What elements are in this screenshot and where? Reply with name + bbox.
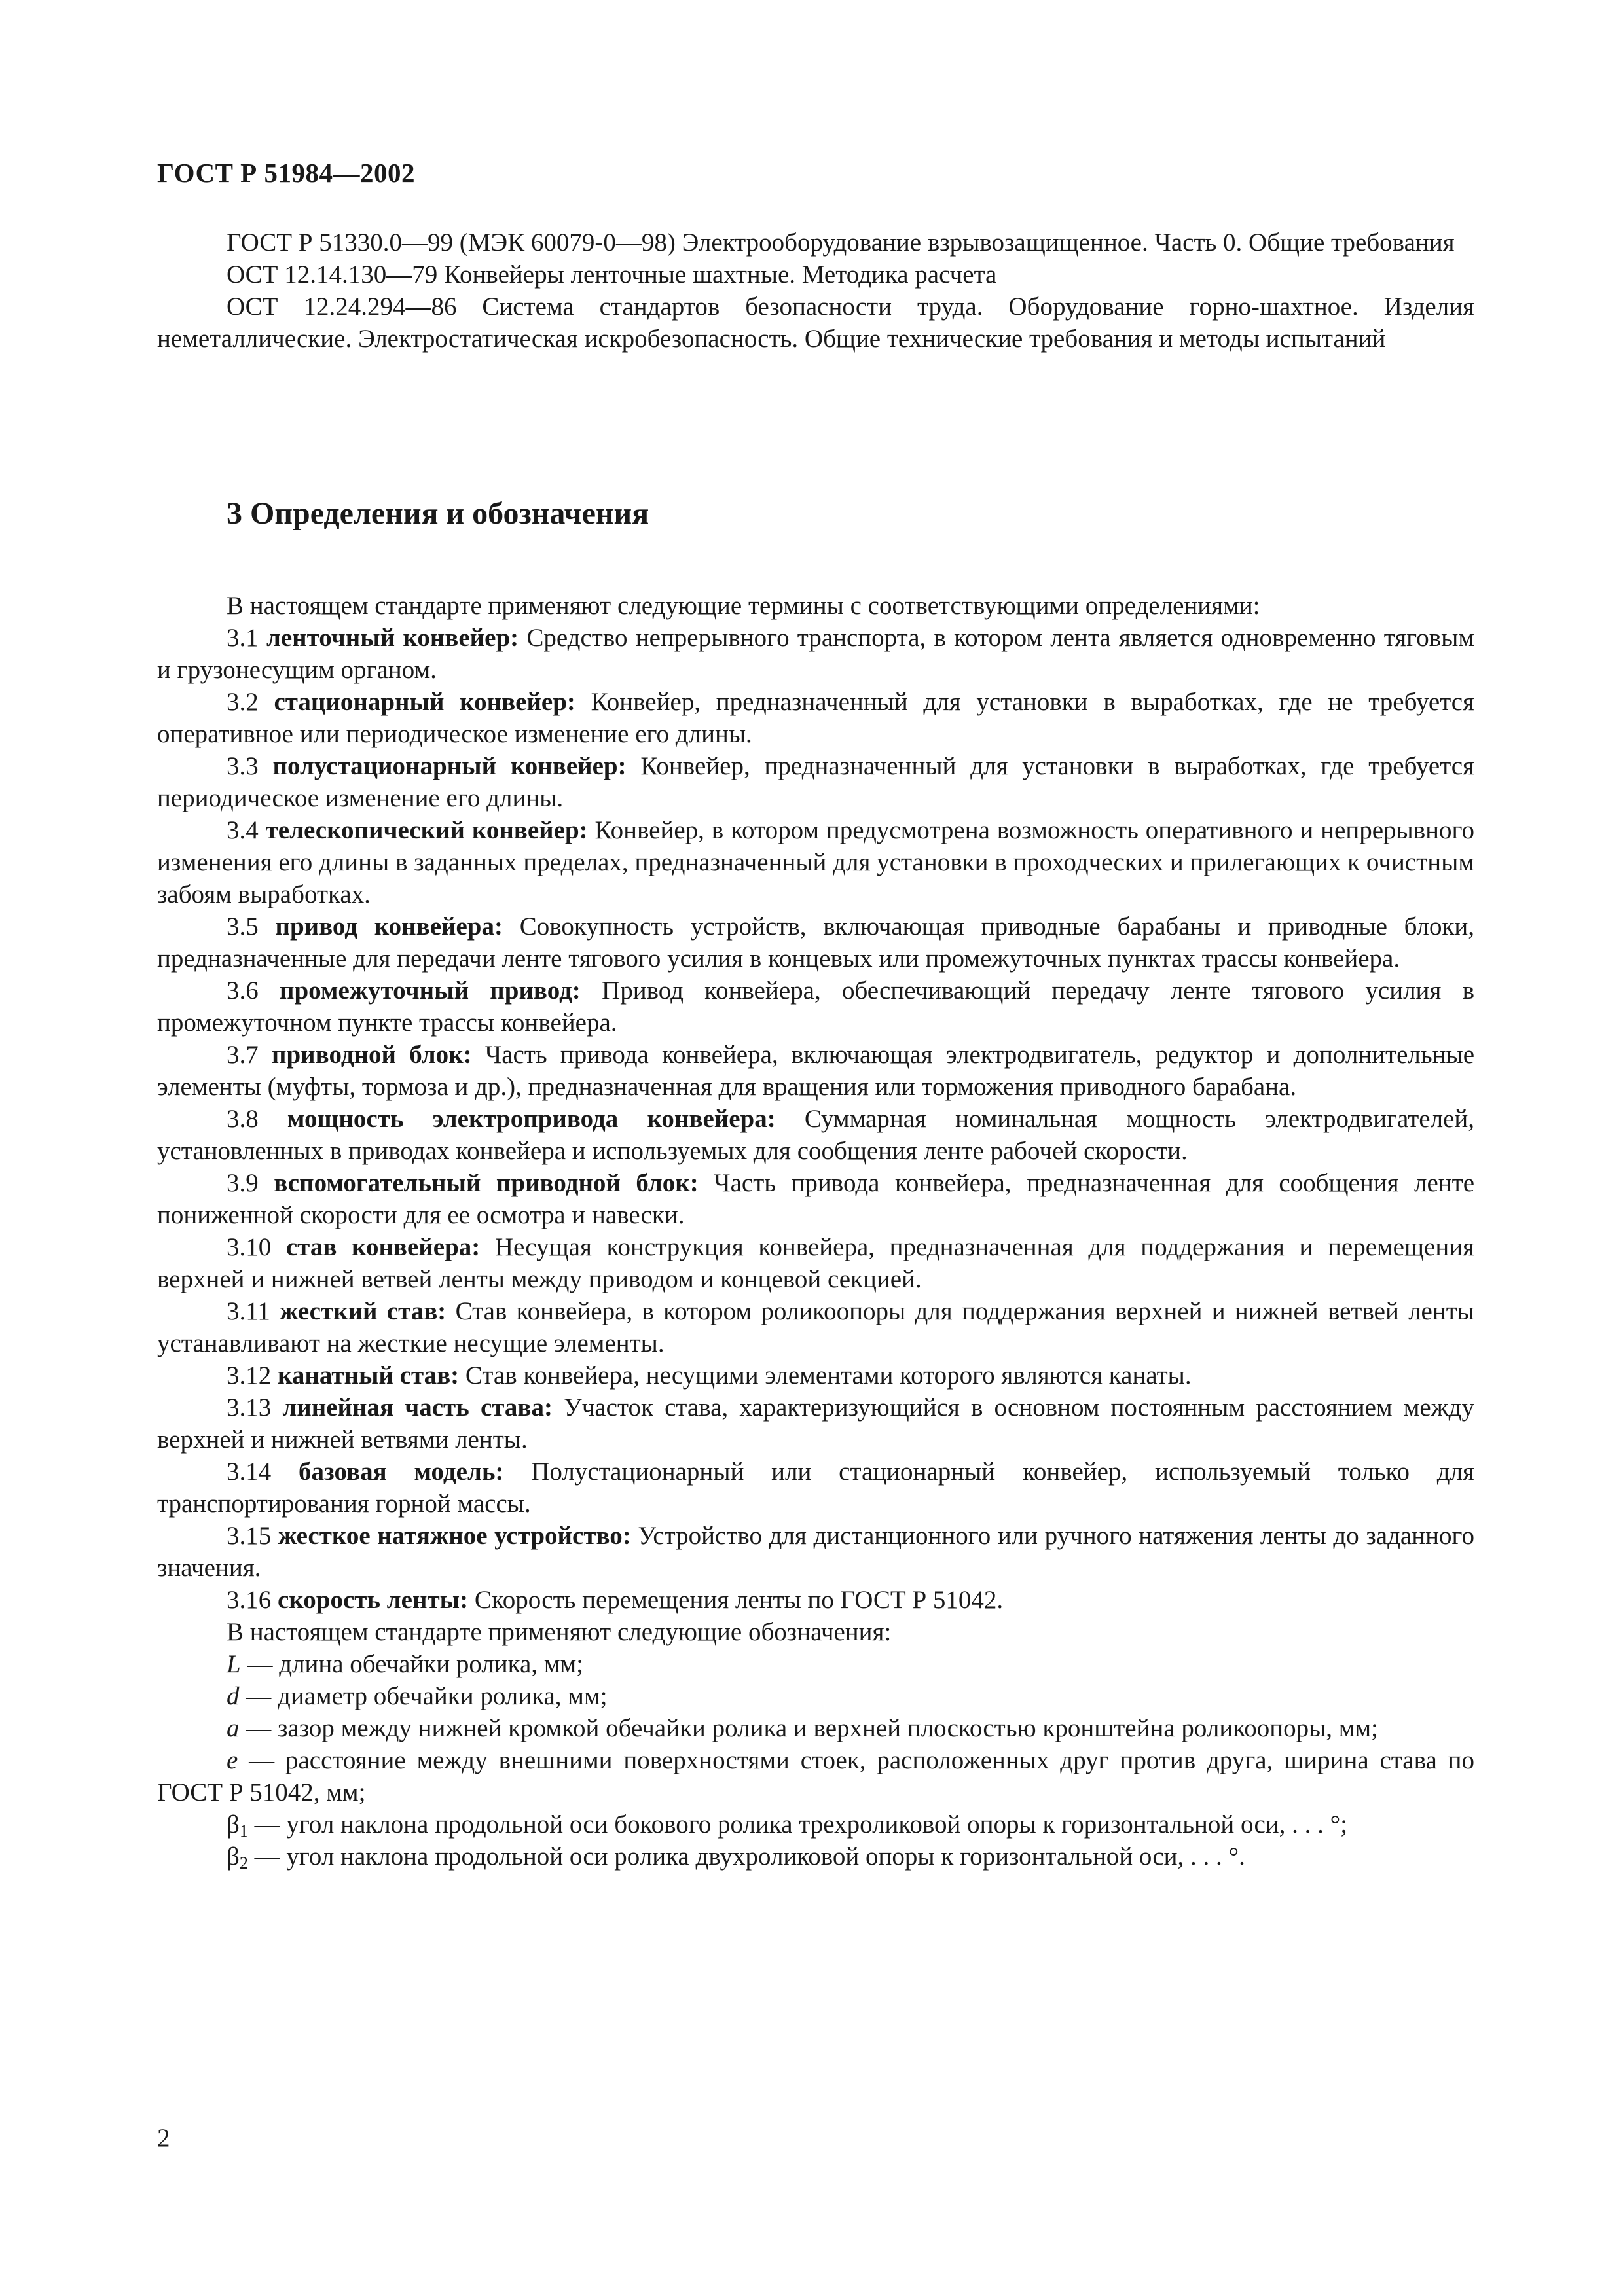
term-name: линейная часть става: <box>282 1393 553 1422</box>
symbol-letter: d <box>227 1682 240 1710</box>
term-text: Участок става, характеризующийся в основном постоянным расстоянием между верхней и нижней ветвями ленты. <box>157 1393 1475 1454</box>
term-name: жесткий став: <box>280 1297 447 1325</box>
term-definition <box>157 1456 1474 1520</box>
term-number: 3.9 <box>227 1169 259 1197</box>
definitions-section <box>157 494 1474 1873</box>
term-text: Конвейер, предназначенный для установки в выработках, где не требуется оперативное или периодическое изменение его длины. <box>157 688 1475 748</box>
symbol-letter: e <box>227 1746 238 1774</box>
term-number: 3.12 <box>227 1361 272 1390</box>
term-text: Совокупность устройств, включающая приводные барабаны и приводные блоки, предназначенные для передачи ленте тягового усилия в концевых или промежуточных пунктах трассы конвейера. <box>157 912 1475 973</box>
term-name: вспомогательный приводной блок: <box>274 1169 699 1197</box>
term-definition <box>157 622 1474 686</box>
term-name: полустационарный конвейер: <box>272 752 627 780</box>
term-definition <box>157 1167 1474 1231</box>
reference-item: ГОСТ Р 51330.0—99 (МЭК 60079-0—98) Электрооборудование взрывозащищенное. Часть 0. Общие требования <box>227 228 1455 257</box>
term-number: 3.5 <box>227 912 259 941</box>
symbol-text: — угол наклона продольной оси ролика двухроликовой опоры к горизонтальной оси, . . . °. <box>247 1842 1245 1871</box>
term-text: Конвейер, в котором предусмотрена возможность оперативного и непрерывного изменения его длины в заданных пределах, предназначенный для установки в проходческих и прилегающих к очистным забоям выработках. <box>157 816 1475 908</box>
symbol-definition <box>157 1680 1474 1712</box>
term-name: став конвейера: <box>285 1233 481 1261</box>
symbol-letter: a <box>227 1714 240 1742</box>
term-text: Средство непрерывного транспорта, в котором лента является одновременно тяговым и грузонесущим органом. <box>157 624 1475 684</box>
term-definition <box>157 1359 1474 1391</box>
term-definition <box>157 910 1474 975</box>
section-title: 3 Определения и обозначения <box>227 496 649 531</box>
term-name: жесткое натяжное устройство: <box>278 1522 631 1550</box>
term-name: скорость ленты: <box>278 1586 469 1614</box>
symbol-text: — угол наклона продольной оси бокового ролика трехроликовой опоры к горизонтальной оси, . . . °; <box>247 1810 1348 1839</box>
term-number: 3.16 <box>227 1586 272 1614</box>
term-name: приводной блок: <box>272 1041 472 1069</box>
term-number: 3.1 <box>227 624 259 652</box>
symbol-definition <box>157 1648 1474 1680</box>
symbol-text: — длина обечайки ролика, мм; <box>240 1650 584 1678</box>
normative-references <box>157 226 1474 355</box>
term-number: 3.3 <box>227 752 259 780</box>
symbol-definition <box>157 1808 1474 1840</box>
term-number: 3.11 <box>227 1297 270 1325</box>
symbol-definition <box>157 1744 1474 1808</box>
term-number: 3.15 <box>227 1522 272 1550</box>
reference-item: ОСТ 12.24.294—86 Система стандартов безопасности труда. Оборудование горно-шахтное. Изделия неметаллические. Электростатическая искробезопасность. Общие технические требования и методы испытаний <box>157 293 1474 353</box>
symbol-definition <box>157 1840 1474 1873</box>
symbol-text: — диаметр обечайки ролика, мм; <box>239 1682 608 1710</box>
term-text: Став конвейера, в котором роликоопоры для поддержания верхней и нижней ветвей ленты устанавливают на жесткие несущие элементы. <box>157 1297 1474 1357</box>
symbol-subscript: 2 <box>239 1854 248 1873</box>
page-number: 2 <box>157 2124 170 2152</box>
symbol-text: — зазор между нижней кромкой обечайки ролика и верхней плоскостью кронштейна роликоопоры, мм; <box>239 1714 1378 1742</box>
term-name: мощность электропривода конвейера: <box>287 1105 776 1133</box>
term-text: Суммарная номинальная мощность электродвигателей, установленных в приводах конвейера и используемых для сообщения ленте рабочей скорости. <box>157 1105 1475 1165</box>
reference-item: ОСТ 12.14.130—79 Конвейеры ленточные шахтные. Методика расчета <box>227 260 997 289</box>
term-text: Полустационарный или стационарный конвейер, используемый только для транспортирования горной массы. <box>157 1458 1475 1518</box>
term-name: привод конвейера: <box>275 912 503 941</box>
symbol-letter: L <box>227 1650 241 1678</box>
symbols-list <box>157 1648 1474 1873</box>
term-name: телескопический конвейер: <box>265 816 588 844</box>
term-number: 3.13 <box>227 1393 272 1422</box>
term-definition <box>157 814 1474 910</box>
symbol-definition <box>157 1712 1474 1744</box>
terms-list <box>157 622 1474 1616</box>
term-definition <box>157 750 1474 814</box>
term-text: Часть привода конвейера, предназначенная для сообщения ленте пониженной скорости для ее осмотра и навески. <box>157 1169 1475 1229</box>
term-definition <box>157 1231 1474 1295</box>
term-number: 3.4 <box>227 816 259 844</box>
document-page <box>157 0 1474 2296</box>
term-number: 3.10 <box>227 1233 272 1261</box>
term-definition <box>157 1039 1474 1103</box>
term-text: Конвейер, предназначенный для установки в выработках, где требуется периодическое изменение его длины. <box>157 752 1474 812</box>
term-definition <box>157 686 1474 750</box>
section-intro: В настоящем стандарте применяют следующие термины с соответствующими определениями: <box>227 592 1260 620</box>
term-text: Скорость перемещения ленты по ГОСТ Р 51042. <box>474 1586 1004 1614</box>
symbol-letter: β <box>227 1842 240 1871</box>
term-name: промежуточный привод: <box>279 977 581 1005</box>
term-number: 3.6 <box>227 977 259 1005</box>
term-name: ленточный конвейер: <box>266 624 519 652</box>
term-definition <box>157 1520 1474 1584</box>
term-number: 3.7 <box>227 1041 259 1069</box>
symbols-intro: В настоящем стандарте применяют следующие обозначения: <box>227 1618 892 1646</box>
symbol-subscript: 1 <box>239 1821 248 1840</box>
term-text: Став конвейера, несущими элементами которого являются канаты. <box>465 1361 1192 1390</box>
term-definition <box>157 975 1474 1039</box>
symbol-text: — расстояние между внешними поверхностями стоек, расположенных друг против друга, ширина става по ГОСТ Р 51042, мм; <box>157 1746 1474 1806</box>
term-text: Несущая конструкция конвейера, предназначенная для поддержания и перемещения верхней и нижней ветвей ленты между приводом и концевой секцией. <box>157 1233 1475 1293</box>
term-definition <box>157 1103 1474 1167</box>
term-definition <box>157 1295 1474 1359</box>
term-text: Часть привода конвейера, включающая электродвигатель, редуктор и дополнительные элементы (муфты, тормоза и др.), предназначенная для вращения или торможения приводного барабана. <box>157 1041 1475 1101</box>
term-name: базовая модель: <box>299 1458 504 1486</box>
symbol-letter: β <box>227 1810 240 1839</box>
term-number: 3.14 <box>227 1458 272 1486</box>
term-name: стационарный конвейер: <box>274 688 575 716</box>
term-number: 3.8 <box>227 1105 259 1133</box>
term-text: Привод конвейера, обеспечивающий передачу ленте тягового усилия в промежуточном пункте трассы конвейера. <box>157 977 1474 1037</box>
term-name: канатный став: <box>278 1361 460 1390</box>
document-code-header: ГОСТ Р 51984—2002 <box>157 158 415 188</box>
term-number: 3.2 <box>227 688 259 716</box>
term-text: Устройство для дистанционного или ручного натяжения ленты до заданного значения. <box>157 1522 1474 1582</box>
term-definition <box>157 1391 1474 1456</box>
term-definition <box>157 1584 1474 1616</box>
